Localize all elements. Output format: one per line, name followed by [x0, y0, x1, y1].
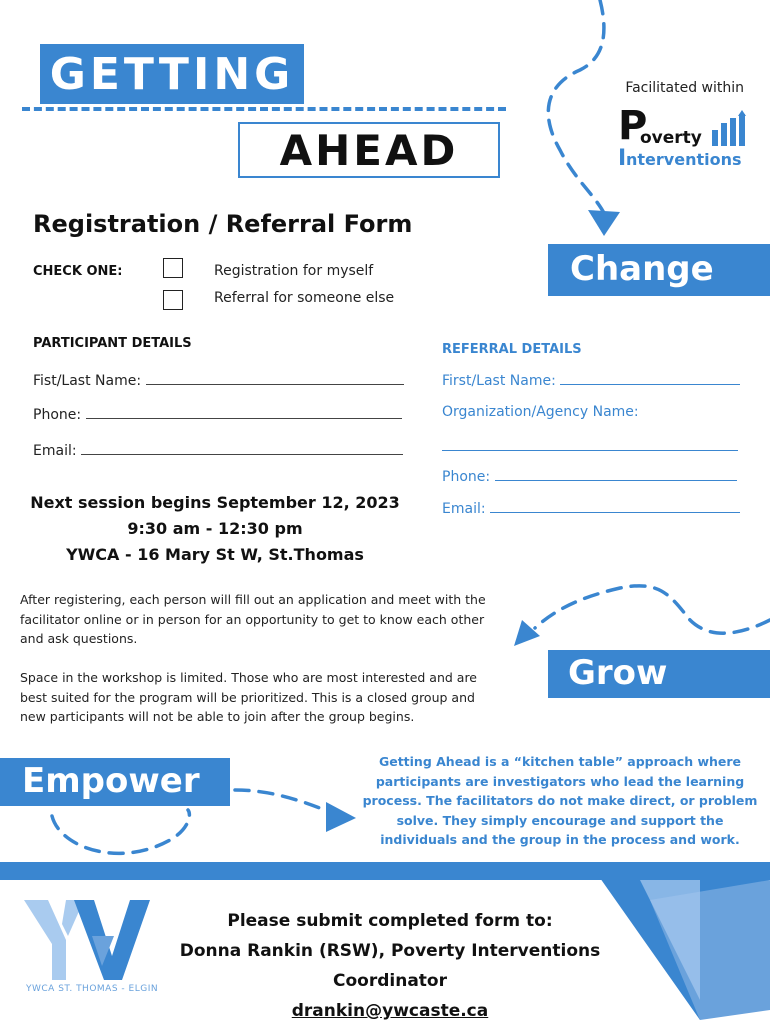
- logo-letter-p: P: [618, 103, 648, 149]
- logo-letter-i: I: [618, 146, 627, 171]
- participant-name-label: Fist/Last Name:: [33, 373, 142, 389]
- referral-heading: REFERRAL DETAILS: [442, 342, 582, 357]
- facilitated-label: Facilitated within: [625, 80, 744, 96]
- participant-name-field[interactable]: [33, 372, 404, 389]
- session-info: [20, 490, 410, 568]
- title-getting: GETTING: [40, 44, 304, 104]
- contact-email-link[interactable]: drankin@ywcaste.ca: [291, 1001, 489, 1021]
- logo-word-nterventions: nterventions: [626, 150, 742, 169]
- change-banner: Change: [548, 244, 770, 296]
- referral-org-field[interactable]: [442, 438, 738, 455]
- registration-checkbox[interactable]: [163, 258, 183, 278]
- session-time: 9:30 am - 12:30 pm: [127, 519, 303, 538]
- referral-name-field[interactable]: [442, 372, 740, 389]
- referral-name-line[interactable]: [560, 372, 740, 385]
- referral-checkbox[interactable]: [163, 290, 183, 310]
- registration-option-label: Registration for myself: [214, 263, 374, 279]
- participant-phone-field[interactable]: [33, 406, 402, 423]
- referral-phone-field[interactable]: [442, 468, 737, 485]
- yw-mark-icon: [22, 896, 162, 982]
- bar-chart-icon: [710, 110, 746, 146]
- info-paragraph-registering: After registering, each person will fill out an application and meet with the facilitator online or in person for an opportunity to get to know each other and ask questions.: [20, 592, 486, 646]
- poverty-interventions-logo: [618, 103, 748, 178]
- participant-phone-line[interactable]: [86, 406, 402, 419]
- referral-org-label: Organization/Agency Name:: [442, 404, 639, 420]
- referral-phone-line[interactable]: [495, 468, 737, 481]
- grow-banner: Grow: [548, 650, 770, 698]
- participant-email-label: Email:: [33, 443, 77, 459]
- kitchen-table-description: Getting Ahead is a “kitchen table” approach where participants are investigators who lead the learning process. The facilitators do not make direct, or problem solve. They simply encourage and support the individuals and the group in the process and work.: [362, 754, 758, 847]
- participant-email-field[interactable]: [33, 442, 403, 459]
- footer-band: [0, 862, 770, 880]
- empower-banner: Empower: [0, 758, 230, 806]
- participant-heading: PARTICIPANT DETAILS: [33, 336, 192, 351]
- submit-heading: Please submit completed form to:: [227, 911, 553, 931]
- ywca-logo-caption: YWCA ST. THOMAS - ELGIN: [26, 984, 159, 994]
- referral-email-line[interactable]: [490, 500, 740, 513]
- participant-name-line[interactable]: [146, 372, 404, 385]
- participant-phone-label: Phone:: [33, 407, 82, 423]
- title-divider: [22, 107, 506, 111]
- ywca-logo: [22, 896, 162, 1000]
- referral-name-label: First/Last Name:: [442, 373, 556, 389]
- submit-instructions: [150, 906, 630, 1026]
- form-title: Registration / Referral Form: [33, 210, 413, 238]
- referral-org-line[interactable]: [442, 438, 738, 451]
- check-one-label: CHECK ONE:: [33, 264, 123, 279]
- referral-email-field[interactable]: [442, 500, 740, 517]
- info-paragraph-space: Space in the workshop is limited. Those who are most interested and are best suited for the program will be prioritized. This is a closed group and new participants will not be able to join after the group begins.: [20, 670, 477, 724]
- participant-email-line[interactable]: [81, 442, 403, 455]
- logo-word-overty: overty: [640, 128, 702, 148]
- referral-option-label: Referral for someone else: [214, 290, 395, 306]
- referral-email-label: Email:: [442, 501, 486, 517]
- session-location: YWCA - 16 Mary St W, St.Thomas: [66, 545, 364, 564]
- title-ahead: AHEAD: [238, 122, 500, 178]
- referral-phone-label: Phone:: [442, 469, 491, 485]
- session-date: Next session begins September 12, 2023: [30, 493, 400, 512]
- submit-contact: Donna Rankin (RSW), Poverty Interventions Coordinator: [179, 941, 601, 991]
